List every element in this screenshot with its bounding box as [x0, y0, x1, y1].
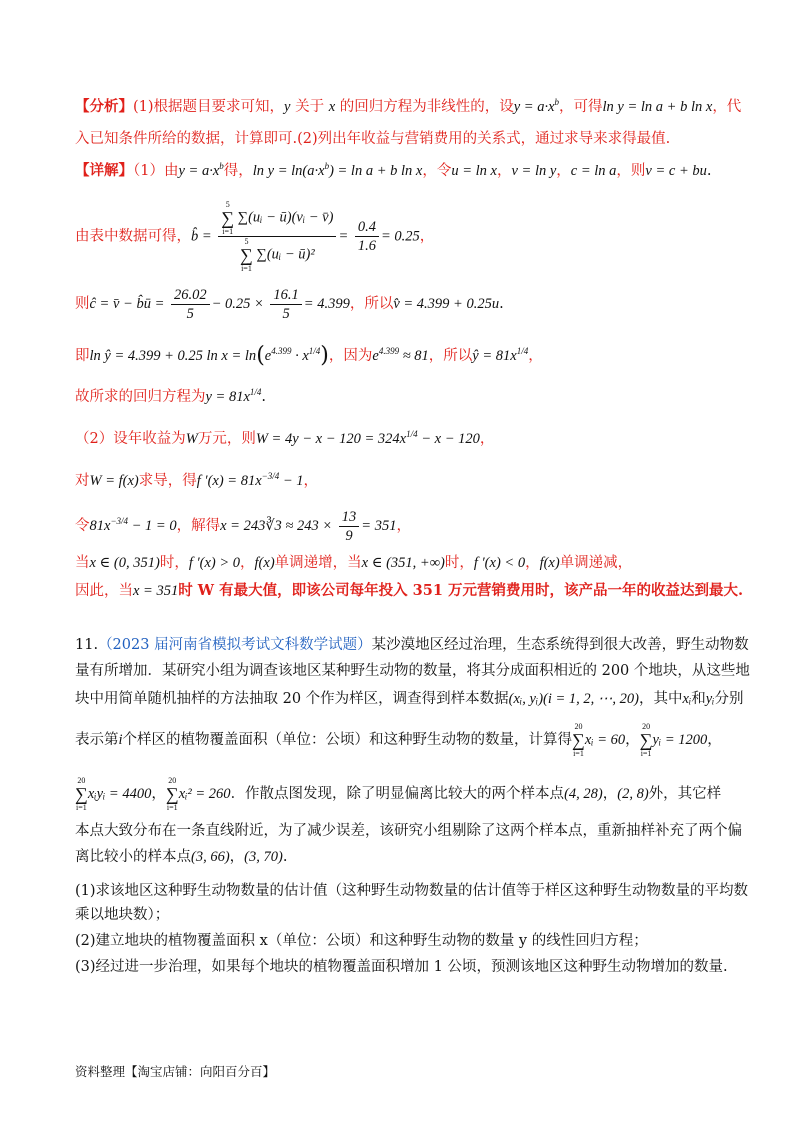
- analysis-tag: 【分析】: [75, 98, 133, 115]
- problem11-line-3: 块中用简单随机抽样的方法抽取 20 个作为样区，调查得到样本数据(xᵢ, yᵢ)(i = 1, 2, ⋯, 20)，其中xᵢ和yᵢ分别: [75, 691, 744, 707]
- problem11-line-6: 本点大致分布在一条直线附近，为了减少误差，该研究小组剔除了这两个样本点，重新抽样补充了两个偏: [75, 823, 742, 839]
- final-line: 因此，当x = 351时 W 有最大值，即该公司每年投入 351 万元营销费用时，该产品一年的收益达到最大.: [75, 582, 744, 599]
- question-1: (1)求该地区这种野生动物数量的估计值（这种野生动物数量的估计值等于样区这种野生动物数量的平均数: [75, 883, 749, 899]
- problem11-line-2: 量有所增加．某研究小组为调查该地区某种野生动物的数量，将其分成面积相近的 200 个地块，从这些地: [75, 663, 750, 679]
- question-2: (2)建立地块的植物覆盖面积 x（单位：公顷）和这种野生动物的数量 y 的线性回归方程；: [75, 933, 648, 949]
- detail-tag: 【详解】: [75, 162, 133, 179]
- analysis-line-2: 入已知条件所给的数据，计算即可.(2)列出年收益与营销费用的关系式，通过求导来求得最值.: [75, 131, 671, 147]
- problem11-line-7: 离比较小的样本点(3, 66)，(3, 70).: [75, 849, 288, 865]
- solve-line: 令$81x^{-3/4} - 1 = 0$，解得x = 243∛3 ≈ 243 × $\frac{13}{9}$ = 351，: [75, 508, 411, 544]
- detail-line-1: 【详解】（1）由$y = a\cdot x^b$得，$\ln y = \ln(a\cdot x^b) = \ln a + b$ ln x，令u = ln x，v = ln y，c = ln a，则v = c + bu.: [75, 161, 712, 179]
- problem11-line-4: 表示第i个样区的植物覆盖面积（单位：公顷）和这种野生动物的数量，计算得 20 ∑ i=1 xᵢ = 60， 20 ∑ i=1 yᵢ = 1200，: [75, 722, 722, 758]
- bhat-line: 由表中数据可得，b̂ = 5 ∑ i=1 ∑(uᵢ − ū)(vᵢ − v̄) 5 ∑ i=1 ∑(uᵢ − ū)² = $\frac{0.4}{1.6}$ = 0.25，: [75, 200, 435, 273]
- chat-line: 则ĉ = v̄ − b̂ū = $\frac{26.02}{5}$ − 0.25 × $\frac{16.1}{5}$ = 4.399，所以v̂ = 4.399 + 0.25u.: [75, 286, 504, 322]
- problem-source: （2023 届河南省模拟考试文科数学试题）: [98, 637, 372, 653]
- question-1-cont: 乘以地块数）；: [75, 907, 170, 923]
- question-3: (3)经过进一步治理，如果每个地块的植物覆盖面积增加 1 公顷，预测该地区这种野生动物增加的数量.: [75, 959, 728, 975]
- problem11-line-5: 20 ∑ i=1 xᵢyᵢ = 4400， 20 ∑ i=1 xᵢ² = 260．作散点图发现，除了明显偏离比较大的两个样本点(4, 28)，(2, 8)外，其它样: [75, 776, 722, 812]
- part2-line: （2）设年收益为W万元，则$W = 4y - x - 120 = 324x^{1/4} - x - 120$，: [75, 429, 495, 447]
- derivative-line: 对W = f(x)求导，得f $'(x) = 81x^{-3/4} - 1$，: [75, 471, 319, 489]
- bhat-fraction: 5 ∑ i=1 ∑(uᵢ − ū)(vᵢ − v̄) 5 ∑ i=1 ∑(uᵢ − ū)²: [218, 200, 336, 273]
- problem-number: 11.: [75, 637, 99, 653]
- problem11-line-1: 11.（2023 届河南省模拟考试文科数学试题）某沙漠地区经过治理，生态系统得到很大改善，野生动物数: [75, 637, 749, 653]
- analysis-line-1: 【分析】(1)根据题目要求可知，y 关于 x 的回归方程为非线性的，设$y = a\cdot x^b$，可得ln y = ln a + b ln x，代: [75, 97, 742, 115]
- ln-line: 即ln ŷ = 4.399 + 0.25 $\ln x = \ln(e^{4.399} \cdot x^{1/4})$，因为$e^{4.399} \approx 81$，所以ŷ = $81x^{1/4}$，: [75, 343, 543, 368]
- conclusion-line: 故所求的回归方程为$y = 81x^{1/4}$.: [75, 387, 267, 405]
- footer: 资料整理【淘宝店铺：向阳百分百】: [75, 1064, 276, 1079]
- monotonicity-line: 当x ∈ (0, 351)时，f ′(x) > 0，f(x)单调递增，当x ∈ (351, +∞)时，f ′(x) < 0，f(x)单调递减，: [75, 555, 633, 571]
